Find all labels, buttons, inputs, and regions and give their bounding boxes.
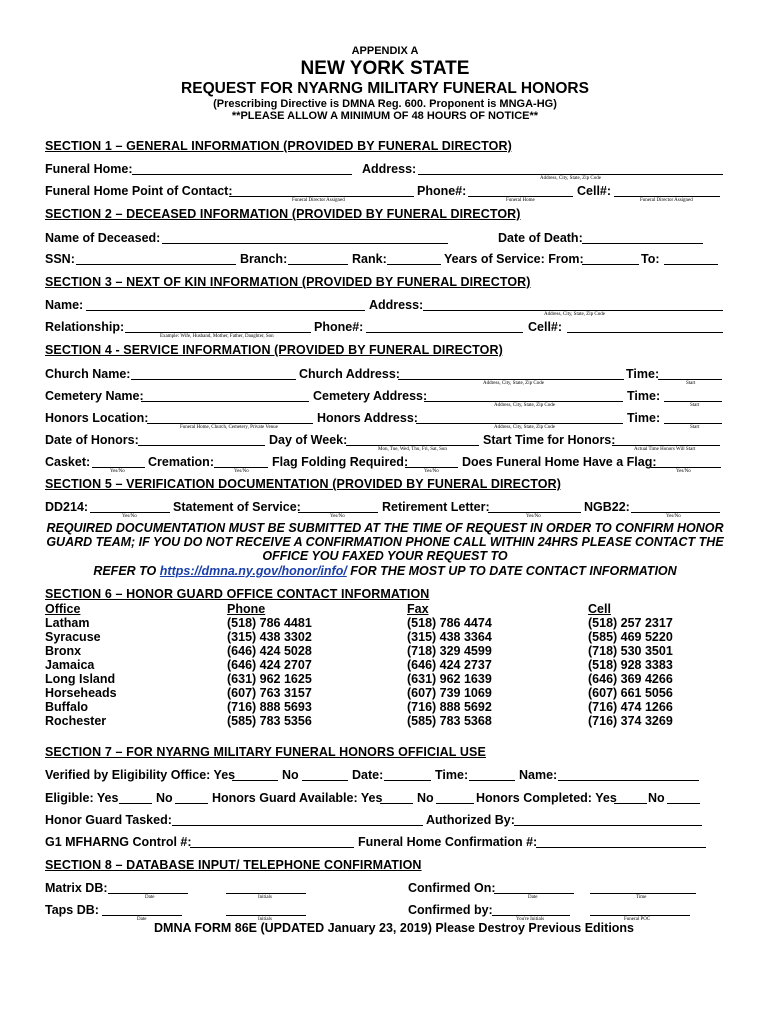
cemetery-time-hint: Start [690, 403, 700, 408]
office-fax: (718) 329 4599 [407, 644, 492, 658]
ngb22-field[interactable] [631, 512, 720, 513]
casket-field[interactable] [92, 467, 145, 468]
verified-date-label: Date: [352, 768, 384, 782]
required-doc-line-2: GUARD TEAM; IF YOU DO NOT RECEIVE A CONFIRMATION PHONE CALL WITHIN 24HRS PLEASE CONTACT THE [46, 535, 724, 549]
office-phone: (631) 962 1625 [227, 672, 312, 686]
church-time-field[interactable] [658, 379, 722, 380]
refer-suffix: FOR THE MOST UP TO DATE CONTACT INFORMATION [350, 564, 677, 578]
section-2-heading: SECTION 2 – DECEASED INFORMATION (PROVIDED BY FUNERAL DIRECTOR) [45, 207, 521, 221]
office-phone: (716) 888 5693 [227, 700, 312, 714]
office-fax: (716) 888 5692 [407, 700, 492, 714]
authorized-by-field[interactable] [514, 825, 702, 826]
years-from-field[interactable] [582, 264, 639, 265]
required-doc-line-1: REQUIRED DOCUMENTATION MUST BE SUBMITTED AT THE TIME OF REQUEST IN ORDER TO CONFIRM HONOR [46, 521, 724, 535]
church-time-label: Time: [626, 367, 660, 381]
cremation-label: Cremation: [148, 455, 214, 469]
retirement-letter-field[interactable] [488, 512, 581, 513]
section-4-heading: SECTION 4 - SERVICE INFORMATION (PROVIDED BY FUNERAL DIRECTOR) [45, 343, 503, 357]
rank-field[interactable] [387, 264, 441, 265]
retirement-letter-label: Retirement Letter: [382, 500, 490, 514]
completed-no-label: No [648, 791, 665, 805]
form-subtitle: (Prescribing Directive is DMNA Reg. 600. Proponent is MNGA-HG) [213, 98, 557, 110]
matrix-db-initials-field[interactable] [226, 893, 306, 894]
section-5-heading: SECTION 5 – VERIFICATION DOCUMENTATION (PROVIDED BY FUNERAL DIRECTOR) [45, 477, 561, 491]
start-time-label: Start Time for Honors: [483, 433, 616, 447]
section-8-heading: SECTION 8 – DATABASE INPUT/ TELEPHONE CONFIRMATION [45, 858, 422, 872]
relationship-hint: Example: Wife, Husband, Mother, Father, Daughter, Son [160, 334, 274, 339]
ssn-field[interactable] [76, 264, 236, 265]
taps-db-date-hint: Date [137, 917, 147, 922]
office-cell: (607) 661 5056 [588, 686, 673, 700]
office-phone: (646) 424 5028 [227, 644, 312, 658]
casket-hint: Yes/No [110, 469, 125, 474]
office-name: Latham [45, 616, 90, 630]
verified-yes-field[interactable] [232, 780, 278, 781]
completed-yes-field[interactable] [614, 803, 647, 804]
church-name-label: Church Name: [45, 367, 131, 381]
office-name: Long Island [45, 672, 116, 686]
funeral-home-field[interactable] [132, 174, 352, 175]
nok-phone-field[interactable] [366, 332, 523, 333]
g1-control-field[interactable] [190, 847, 354, 848]
has-flag-field[interactable] [651, 467, 721, 468]
has-flag-hint: Yes/No [676, 469, 691, 474]
dd214-field[interactable] [90, 512, 170, 513]
office-name: Rochester [45, 714, 107, 728]
relationship-label: Relationship: [45, 320, 125, 334]
confirmed-on-time-hint: Time [636, 895, 647, 900]
verified-date-field[interactable] [384, 780, 431, 781]
office-phone: (585) 783 5356 [227, 714, 312, 728]
years-to-label: To: [641, 252, 660, 266]
start-time-field[interactable] [612, 445, 720, 446]
section-3-heading: SECTION 3 – NEXT OF KIN INFORMATION (PROVIDED BY FUNERAL DIRECTOR) [45, 275, 531, 289]
office-name: Bronx [45, 644, 82, 658]
form-title: REQUEST FOR NYARNG MILITARY FUNERAL HONORS [181, 80, 589, 97]
matrix-db-date-field[interactable] [108, 893, 188, 894]
g1-control-label: G1 MFHARNG Control #: [45, 835, 192, 849]
eligible-yes-label: Eligible: Yes [45, 791, 119, 805]
church-address-label: Church Address: [299, 367, 400, 381]
confirmed-on-date-hint: Date [528, 895, 538, 900]
start-time-hint: Actual Time Honors Will Start [634, 447, 696, 452]
taps-db-initials-hint: Initials [258, 917, 272, 922]
nok-name-label: Name: [45, 298, 84, 312]
eligible-yes-field[interactable] [119, 803, 152, 804]
confirmed-by-poc-field[interactable] [590, 915, 690, 916]
confirmed-on-date-field[interactable] [494, 893, 574, 894]
honors-address-field[interactable] [416, 423, 623, 424]
confirmed-by-poc-hint: Funeral POC [624, 917, 651, 922]
fh-confirmation-label: Funeral Home Confirmation #: [358, 835, 538, 849]
office-cell: (646) 369 4266 [588, 672, 673, 686]
col-office-header: Office [45, 602, 81, 616]
church-time-hint: Start [686, 381, 696, 386]
statement-of-service-label: Statement of Service: [173, 500, 301, 514]
branch-field[interactable] [288, 264, 348, 265]
verified-time-label: Time: [435, 768, 469, 782]
fh-address-field[interactable] [418, 174, 723, 175]
office-name: Buffalo [45, 700, 89, 714]
required-doc-line-3: OFFICE YOU FAXED YOUR REQUEST TO [262, 549, 508, 563]
church-address-hint: Address, City, State, Zip Code [483, 381, 544, 386]
day-of-week-field[interactable] [346, 445, 479, 446]
flag-folding-label: Flag Folding Required: [272, 455, 409, 469]
church-name-field[interactable] [131, 379, 296, 380]
honors-time-field[interactable] [664, 423, 722, 424]
cemetery-address-hint: Address, City, State, Zip Code [494, 403, 555, 408]
section-1-heading: SECTION 1 – GENERAL INFORMATION (PROVIDED BY FUNERAL DIRECTOR) [45, 139, 512, 153]
office-fax: (646) 424 2737 [407, 658, 492, 672]
fh-phone-label: Phone#: [417, 184, 467, 198]
ssn-label: SSN: [45, 252, 75, 266]
matrix-db-initials-hint: Initials [258, 895, 272, 900]
confirmed-on-label: Confirmed On: [408, 881, 496, 895]
flag-folding-hint: Yes/No [424, 469, 439, 474]
dd214-hint: Yes/No [122, 514, 137, 519]
verified-time-field[interactable] [469, 780, 515, 781]
hga-no-field[interactable] [436, 803, 474, 804]
nok-name-field[interactable] [86, 310, 365, 311]
office-phone: (315) 438 3302 [227, 630, 312, 644]
office-name: Horseheads [45, 686, 117, 700]
confirmed-by-initials-field[interactable] [492, 915, 570, 916]
completed-no-field[interactable] [667, 803, 700, 804]
rank-label: Rank: [352, 252, 387, 266]
refer-prefix: REFER TO [93, 564, 157, 578]
section-6-heading: SECTION 6 – HONOR GUARD OFFICE CONTACT INFORMATION [45, 587, 430, 601]
verified-name-field[interactable] [558, 780, 699, 781]
office-fax: (518) 786 4474 [407, 616, 492, 630]
cemetery-name-label: Cemetery Name: [45, 389, 144, 403]
date-of-honors-field[interactable] [138, 445, 265, 446]
cemetery-time-field[interactable] [664, 401, 722, 402]
has-flag-label: Does Funeral Home Have a Flag: [462, 455, 657, 469]
verified-no-label: No [282, 768, 299, 782]
taps-db-label: Taps DB: [45, 903, 99, 917]
ngb22-hint: Yes/No [666, 514, 681, 519]
hg-tasked-label: Honor Guard Tasked: [45, 813, 172, 827]
date-of-death-label: Date of Death: [498, 231, 583, 245]
office-phone: (518) 786 4481 [227, 616, 312, 630]
col-phone-header: Phone [227, 602, 266, 616]
matrix-db-label: Matrix DB: [45, 881, 108, 895]
eligible-no-label: No [156, 791, 173, 805]
statement-of-service-hint: Yes/No [330, 514, 345, 519]
nok-address-label: Address: [369, 298, 424, 312]
fh-confirmation-field[interactable] [536, 847, 706, 848]
funeral-home-label: Funeral Home: [45, 162, 133, 176]
day-of-week-hint: Mon, Tue, Wed, Thu, Fri, Sat, Sun [378, 447, 447, 452]
nok-address-hint: Address, City, State, Zip Code [544, 312, 605, 317]
hga-yes-label: Honors Guard Available: Yes [212, 791, 383, 805]
honors-location-hint: Funeral Home, Church, Cemetery, Private Venue [180, 425, 278, 430]
verified-no-field[interactable] [302, 780, 348, 781]
office-name: Jamaica [45, 658, 95, 672]
confirmed-by-initials-hint: You're Initials [516, 917, 545, 922]
flag-folding-field[interactable] [405, 467, 458, 468]
honors-time-hint: Start [690, 425, 700, 430]
dd214-label: DD214: [45, 500, 89, 514]
form-footer: DMNA FORM 86E (UPDATED January 23, 2019) Please Destroy Previous Editions [154, 921, 635, 935]
day-of-week-label: Day of Week: [269, 433, 348, 447]
office-phone: (646) 424 2707 [227, 658, 312, 672]
cremation-hint: Yes/No [234, 469, 249, 474]
cemetery-time-label: Time: [627, 389, 661, 403]
office-fax: (631) 962 1639 [407, 672, 492, 686]
honors-time-label: Time: [627, 411, 661, 425]
office-cell: (718) 530 3501 [588, 644, 673, 658]
office-name: Syracuse [45, 630, 101, 644]
fh-phone-field[interactable] [468, 196, 573, 197]
cemetery-address-label: Cemetery Address: [313, 389, 428, 403]
office-fax: (315) 438 3364 [407, 630, 492, 644]
fh-cell-field[interactable] [614, 196, 720, 197]
col-cell-header: Cell [588, 602, 611, 616]
authorized-by-label: Authorized By: [426, 813, 515, 827]
appendix-label: APPENDIX A [351, 45, 419, 57]
relationship-field[interactable] [125, 332, 311, 333]
nok-cell-label: Cell#: [528, 320, 563, 334]
confirmed-on-time-field[interactable] [590, 893, 696, 894]
church-address-field[interactable] [398, 379, 624, 380]
retirement-letter-hint: Yes/No [526, 514, 541, 519]
office-phone: (607) 763 3157 [227, 686, 312, 700]
date-of-death-field[interactable] [582, 243, 703, 244]
verified-name-label: Name: [519, 768, 558, 782]
col-fax-header: Fax [407, 602, 429, 616]
eligible-no-field[interactable] [175, 803, 208, 804]
poc-hint: Funeral Director Assigned [292, 198, 345, 203]
years-to-field[interactable] [664, 264, 718, 265]
honors-address-label: Honors Address: [317, 411, 418, 425]
years-from-label: Years of Service: From: [444, 252, 584, 266]
refer-line [0, 564, 770, 578]
office-cell: (518) 257 2317 [588, 616, 673, 630]
honors-address-hint: Address, City, State, Zip Code [494, 425, 555, 430]
office-cell: (716) 374 3269 [588, 714, 673, 728]
deceased-name-field[interactable] [162, 243, 448, 244]
honors-location-label: Honors Location: [45, 411, 149, 425]
poc-field[interactable] [229, 196, 414, 197]
nok-address-field[interactable] [423, 310, 723, 311]
completed-yes-label: Honors Completed: Yes [476, 791, 617, 805]
hg-tasked-field[interactable] [172, 825, 423, 826]
fh-cell-hint: Funeral Director Assigned [640, 198, 693, 203]
ngb22-label: NGB22: [584, 500, 630, 514]
fh-address-hint: Address, City, State, Zip Code [540, 176, 601, 181]
fh-cell-label: Cell#: [577, 184, 612, 198]
fh-phone-hint: Funeral Home [506, 198, 535, 203]
statement-of-service-field[interactable] [298, 512, 378, 513]
honor-info-link[interactable]: https://dmna.ny.gov/honor/info/ [159, 564, 347, 578]
hga-yes-field[interactable] [380, 803, 413, 804]
office-fax: (607) 739 1069 [407, 686, 492, 700]
cemetery-name-field[interactable] [141, 401, 309, 402]
honors-location-field[interactable] [147, 423, 313, 424]
branch-label: Branch: [240, 252, 288, 266]
nok-cell-field[interactable] [567, 332, 723, 333]
hga-no-label: No [417, 791, 434, 805]
office-cell: (585) 469 5220 [588, 630, 673, 644]
notice: **PLEASE ALLOW A MINIMUM OF 48 HOURS OF NOTICE** [231, 110, 539, 122]
taps-db-date-field[interactable] [102, 915, 182, 916]
casket-label: Casket: [45, 455, 91, 469]
office-fax: (585) 783 5368 [407, 714, 492, 728]
office-cell: (518) 928 3383 [588, 658, 673, 672]
cemetery-address-field[interactable] [424, 401, 623, 402]
deceased-name-label: Name of Deceased: [45, 231, 161, 245]
cremation-field[interactable] [214, 467, 268, 468]
verified-label: Verified by Eligibility Office: Yes [45, 768, 236, 782]
taps-db-initials-field[interactable] [226, 915, 306, 916]
date-of-honors-label: Date of Honors: [45, 433, 139, 447]
matrix-db-date-hint: Date [145, 895, 155, 900]
fh-address-label: Address: [362, 162, 417, 176]
nok-phone-label: Phone#: [314, 320, 364, 334]
poc-label: Funeral Home Point of Contact: [45, 184, 233, 198]
state-title: NEW YORK STATE [300, 58, 470, 79]
section-7-heading: SECTION 7 – FOR NYARNG MILITARY FUNERAL HONORS OFFICIAL USE [45, 745, 486, 759]
confirmed-by-label: Confirmed by: [408, 903, 493, 917]
office-cell: (716) 474 1266 [588, 700, 673, 714]
